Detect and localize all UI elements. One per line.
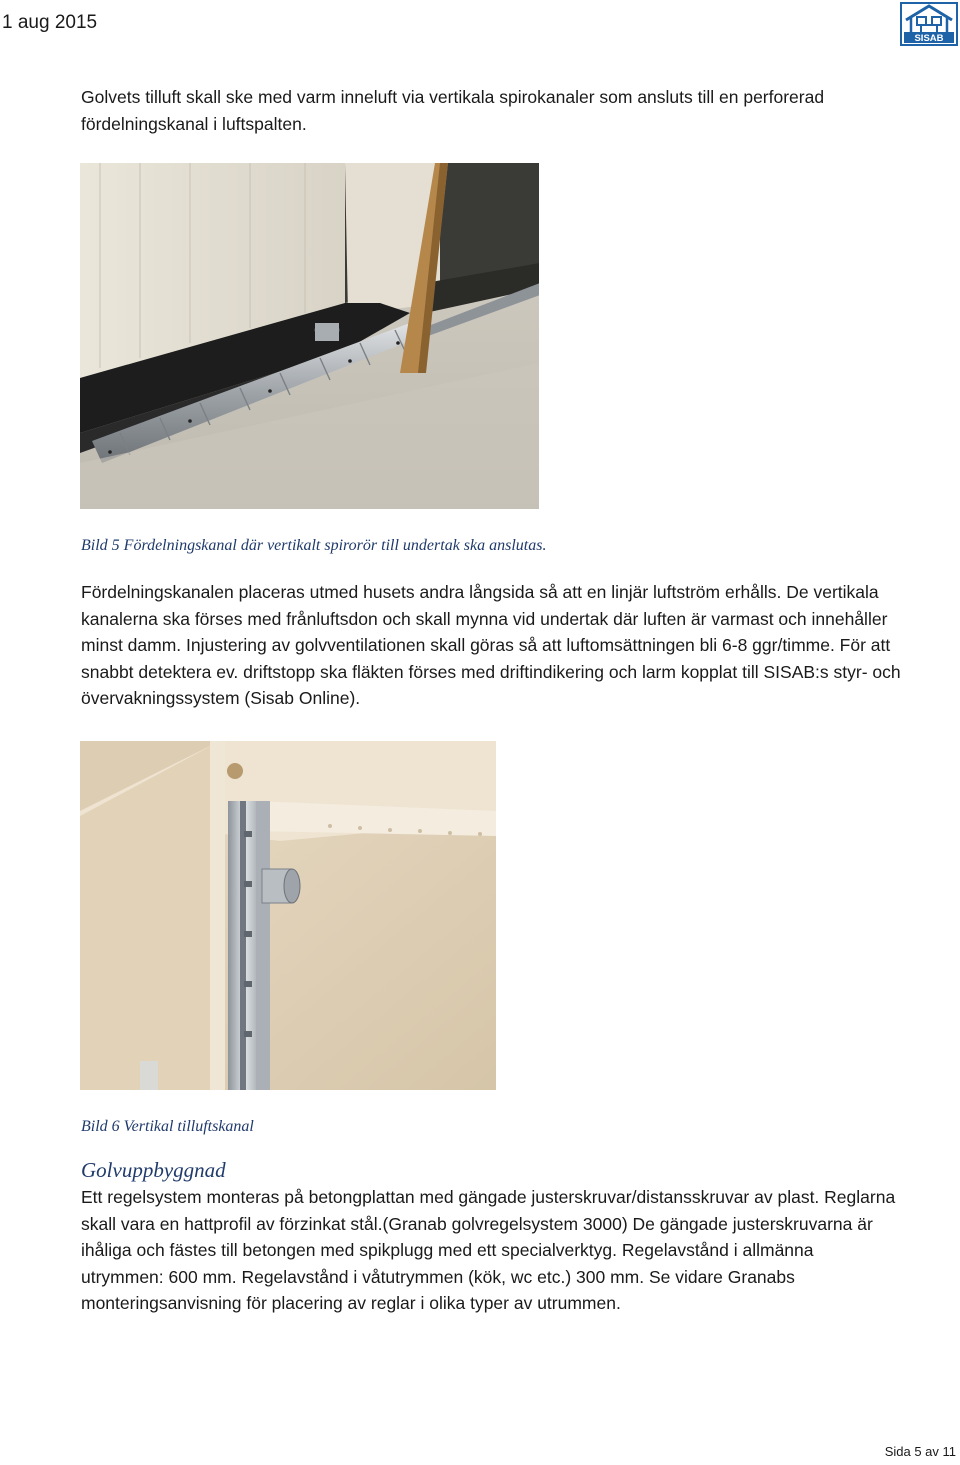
body-paragraph: Fördelningskanalen placeras utmed husets andra långsida så att en linjär luftström erhålls. De vertikala kanalerna ska förses med frånluftsdon och skall mynna vid undertak där luften är varmast och innehåller minst damm. Injustering av golvventilationen skall göras så att luftomsättningen bli 6-8 ggr/timme. För att snabbt detektera ev. driftstopp ska fläkten förses med driftindikering och larm kopplat till SISAB:s styr- och övervakningssystem (Sisab Online). [81,582,901,708]
section-paragraph: Ett regelsystem monteras på betongplattan med gängade justerskruvar/distansskruvar av plast. Reglarna skall vara en hattprofil av förzinkat stål.(Granab golvregelsystem 3000) De gängade justerskruvarna är ihåliga och fästes till betongen med spikplugg med ett specialverktyg. Regelavstånd i allmänna utrymmen: 600 mm. Regelavstånd i våtutrymmen (kök, wc etc.) 300 mm. Se vidare Granabs monteringsanvisning för placering av reglar i olika typer av utrummen. [81,1187,896,1313]
sisab-logo [900,2,958,46]
section-heading: Golvuppbyggnad [81,1158,226,1182]
page-number: Sida 5 av 11 [884,1444,956,1459]
photo-distribution-duct [80,163,539,509]
document-date: 1 aug 2015 [2,12,98,33]
intro-paragraph: Golvets tilluft skall ske med varm inneluft via vertikala spirokanaler som ansluts till en perforerad fördelningskanal i luftspalten. [81,87,825,134]
figure2-caption: Bild 6 Vertikal tilluftskanal [81,1118,254,1135]
svg-text:SISAB: SISAB [914,33,944,44]
figure1-caption: Bild 5 Fördelningskanal där vertikalt spirorör till undertak ska anslutas. [81,537,547,554]
photo-vertical-duct [80,741,496,1090]
